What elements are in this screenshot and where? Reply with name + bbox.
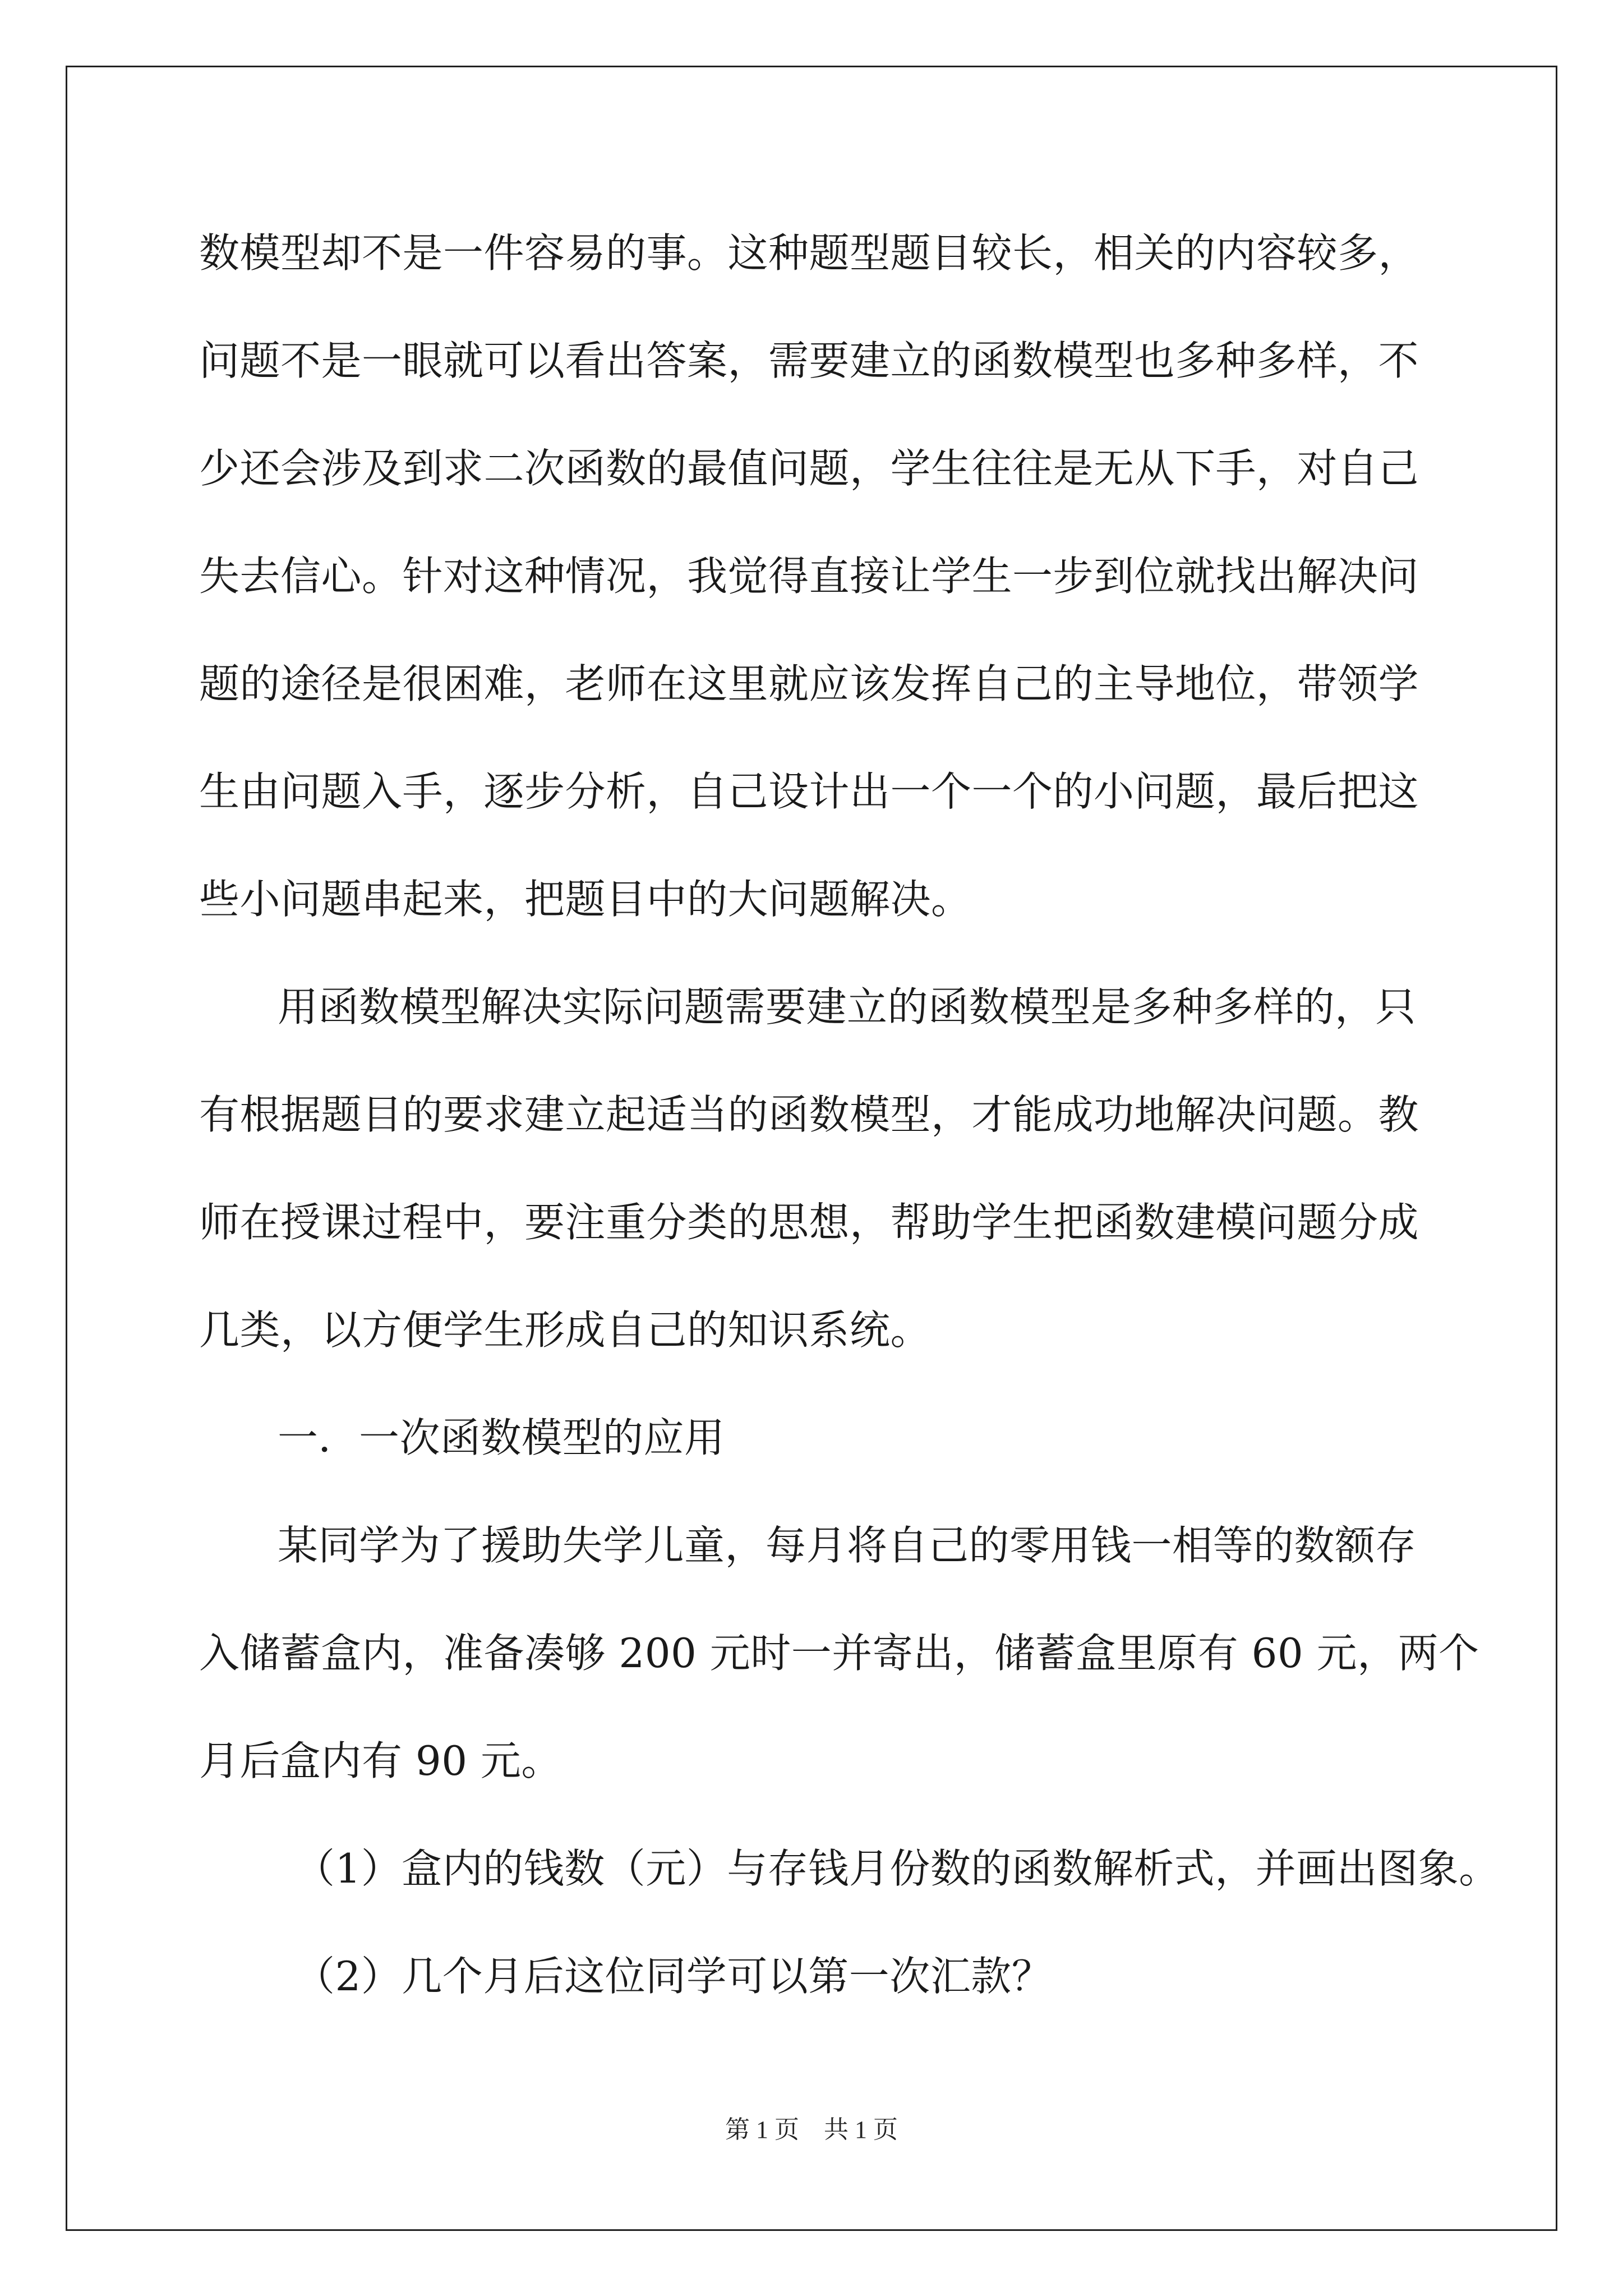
document-body (199, 199, 1500, 2030)
question-item: （2）几个月后这位同学可以第一次汇款？ (294, 1953, 1053, 2000)
section-heading: 一．一次函数模型的应用 (278, 1414, 725, 1461)
paragraph-line: 某同学为了援助失学儿童，每月将自己的零用钱一相等的数额存 (278, 1522, 1417, 1569)
page-footer: 第 1 页 共 1 页 (725, 2116, 898, 2143)
paragraph-line: 月后盒内有 90 元。 (199, 1737, 562, 1784)
paragraph-line: 用函数模型解决实际问题需要建立的函数模型是多种多样的，只 (278, 983, 1417, 1030)
question-item: （1）盒内的钱数（元）与存钱月份数的函数解析式，并画出图象。 (294, 1845, 1500, 1892)
paragraph-line: 失去信心。针对这种情况，我觉得直接让学生一步到位就找出解决问 (199, 553, 1419, 600)
paragraph-line: 数模型却不是一件容易的事。这种题型题目较长，相关的内容较多， (199, 229, 1419, 277)
paragraph-line: 少还会涉及到求二次函数的最值问题，学生往往是无从下手，对自己 (199, 445, 1419, 492)
paragraph-line: 生由问题入手，逐步分析，自己设计出一个一个的小问题，最后把这 (199, 768, 1419, 815)
paragraph-line: 师在授课过程中，要注重分类的思想，帮助学生把函数建模问题分成 (199, 1199, 1419, 1246)
paragraph-line: 题的途径是很困难，老师在这里就应该发挥自己的主导地位，带领学 (199, 660, 1419, 707)
paragraph-line: 有根据题目的要求建立起适当的函数模型，才能成功地解决问题。教 (199, 1091, 1419, 1138)
paragraph-line: 问题不是一眼就可以看出答案，需要建立的函数模型也多种多样，不 (199, 337, 1419, 384)
paragraph-line: 入储蓄盒内，准备凑够 200 元时一并寄出，储蓄盒里原有 60 元，两个 (199, 1630, 1479, 1677)
paragraph-line: 几类，以方便学生形成自己的知识系统。 (199, 1306, 932, 1354)
paragraph-line: 些小问题串起来，把题目中的大问题解决。 (199, 876, 972, 923)
